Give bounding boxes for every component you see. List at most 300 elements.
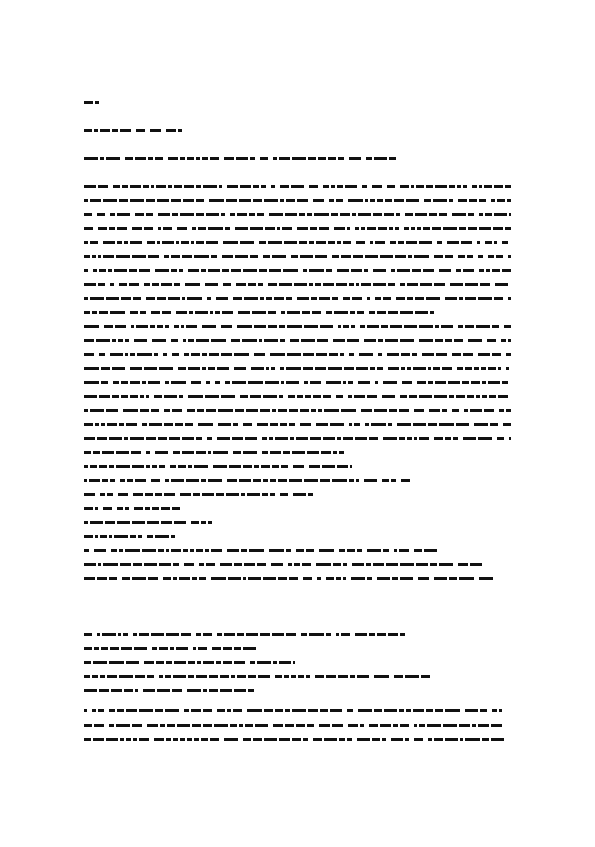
text-line-fragment <box>93 738 104 741</box>
text-line-fragment <box>230 213 235 216</box>
text-line-fragment <box>106 157 120 160</box>
text-line-fragment <box>84 633 92 636</box>
text-line-fragment <box>396 297 405 300</box>
text-line-fragment <box>375 381 378 384</box>
text-line-fragment <box>465 325 474 328</box>
text-line-fragment <box>147 241 155 244</box>
text-line-fragment <box>479 227 491 230</box>
text-line-fragment <box>286 381 299 384</box>
text-line-fragment <box>250 157 255 160</box>
text-line-fragment <box>506 367 509 370</box>
text-line-fragment <box>506 409 511 412</box>
text-line-fragment <box>294 563 300 566</box>
text-line-fragment <box>226 493 239 496</box>
text-line-fragment <box>198 423 213 426</box>
text-line-fragment <box>347 738 352 741</box>
text-line-fragment <box>409 395 417 398</box>
text-line-fragment <box>168 185 172 188</box>
text-line-fragment <box>148 381 160 384</box>
text-line-fragment <box>414 255 429 258</box>
text-line-fragment <box>456 423 469 426</box>
text-line-fragment <box>146 465 150 468</box>
text-line-fragment <box>221 395 235 398</box>
text-line-fragment <box>343 297 350 300</box>
text-line-fragment <box>338 325 341 328</box>
text-line-fragment <box>246 409 258 412</box>
text-line-fragment <box>465 738 480 741</box>
text-line-fragment <box>225 381 230 384</box>
text-line-fragment <box>227 185 238 188</box>
text-line-fragment <box>185 423 193 426</box>
text-line-fragment <box>98 563 101 566</box>
text-line-fragment <box>184 709 189 712</box>
text-line-fragment <box>337 241 341 244</box>
text-line-fragment <box>479 199 486 202</box>
text-line-fragment <box>442 409 447 412</box>
text-line-fragment <box>98 227 107 230</box>
text-line-fragment <box>201 479 206 482</box>
text-line-fragment <box>285 724 294 727</box>
text-line-fragment <box>319 549 334 552</box>
text-line-fragment <box>117 227 127 230</box>
text-line-fragment <box>421 675 430 678</box>
text-line-fragment <box>84 493 95 496</box>
text-line-fragment <box>130 185 141 188</box>
text-line-fragment <box>400 724 409 727</box>
text-line-fragment <box>288 563 292 566</box>
text-line-fragment <box>457 367 463 370</box>
text-line-fragment <box>279 157 290 160</box>
text-line-fragment <box>281 311 285 314</box>
text-line-fragment <box>110 479 115 482</box>
text-line-fragment <box>191 381 201 384</box>
text-line-fragment <box>147 675 154 678</box>
text-line-fragment <box>227 549 239 552</box>
text-line-fragment <box>121 381 128 384</box>
text-line-fragment <box>413 423 426 426</box>
text-line-fragment <box>90 465 97 468</box>
text-line-fragment <box>378 353 382 356</box>
text-line-fragment <box>125 507 129 510</box>
text-line-fragment <box>456 395 465 398</box>
text-line-fragment <box>324 738 337 741</box>
text-line-fragment <box>222 255 233 258</box>
text-line-fragment <box>130 367 142 370</box>
text-line-fragment <box>470 563 482 566</box>
text-line-fragment <box>384 709 397 712</box>
text-line-fragment <box>97 633 100 636</box>
text-line-fragment <box>275 709 283 712</box>
text-line-fragment <box>172 409 182 412</box>
text-line-fragment <box>428 423 437 426</box>
text-line-fragment <box>97 213 105 216</box>
text-line-fragment <box>424 549 437 552</box>
text-line-fragment <box>479 269 484 272</box>
text-line-fragment <box>248 675 256 678</box>
text-line-fragment <box>284 675 289 678</box>
text-line-fragment <box>291 675 296 678</box>
text-line-fragment <box>426 297 440 300</box>
text-line-fragment <box>84 185 96 188</box>
text-line-fragment <box>209 675 218 678</box>
text-line-fragment <box>138 535 142 538</box>
text-line-fragment <box>139 269 150 272</box>
text-line-fragment <box>349 423 352 426</box>
text-line-fragment <box>501 339 506 342</box>
text-line-fragment <box>123 409 138 412</box>
text-line-fragment <box>297 199 308 202</box>
text-line-fragment <box>173 675 186 678</box>
text-line-fragment <box>126 661 139 664</box>
text-line-fragment <box>388 423 392 426</box>
text-line-fragment <box>370 241 373 244</box>
text-line-fragment <box>439 423 454 426</box>
text-line-fragment <box>330 709 342 712</box>
text-line-fragment <box>191 521 199 524</box>
text-line-fragment <box>105 521 115 524</box>
text-line-fragment <box>196 675 207 678</box>
text-line-fragment <box>361 227 365 230</box>
text-line-fragment <box>172 213 178 216</box>
text-line-fragment <box>292 709 306 712</box>
text-line-fragment <box>351 269 362 272</box>
text-line-fragment <box>381 325 388 328</box>
text-line-fragment <box>257 423 268 426</box>
text-line-fragment <box>442 367 452 370</box>
text-line-fragment <box>319 297 330 300</box>
text-line-fragment <box>291 185 304 188</box>
text-line-fragment <box>293 493 306 496</box>
text-line-fragment <box>174 283 180 286</box>
text-line-fragment <box>323 437 335 440</box>
text-line-fragment <box>367 577 372 580</box>
text-line-fragment <box>229 465 241 468</box>
text-line-fragment <box>222 269 229 272</box>
text-line-fragment <box>479 577 493 580</box>
text-line-fragment <box>201 738 208 741</box>
text-line-fragment <box>219 185 222 188</box>
text-line-fragment <box>142 423 147 426</box>
text-line-fragment <box>84 157 98 160</box>
text-line-fragment <box>131 325 134 328</box>
text-line-fragment <box>225 227 230 230</box>
text-line-fragment <box>135 689 138 692</box>
text-line-fragment <box>102 633 116 636</box>
text-line-fragment <box>132 227 142 230</box>
text-line-fragment <box>117 709 124 712</box>
text-line-fragment <box>459 227 466 230</box>
text-line-fragment <box>336 199 343 202</box>
text-line-fragment <box>390 241 396 244</box>
text-line-fragment <box>143 689 155 692</box>
text-line-fragment <box>99 311 108 314</box>
text-line-fragment <box>101 423 105 426</box>
text-line-fragment <box>383 381 397 384</box>
text-line-fragment <box>228 577 241 580</box>
text-line-fragment <box>280 493 288 496</box>
text-line-fragment <box>119 549 123 552</box>
text-line-fragment <box>157 241 160 244</box>
text-line-fragment <box>210 157 219 160</box>
text-line-fragment <box>134 647 147 650</box>
text-line-fragment <box>306 675 310 678</box>
text-line-fragment <box>237 675 246 678</box>
text-line-fragment <box>458 325 463 328</box>
text-line-fragment <box>478 255 483 258</box>
text-line-fragment <box>336 395 343 398</box>
text-line-fragment <box>399 709 404 712</box>
text-line-fragment <box>478 353 490 356</box>
text-line-fragment <box>414 409 424 412</box>
text-line-fragment <box>422 353 434 356</box>
text-line-fragment <box>353 255 363 258</box>
text-line-fragment <box>97 437 107 440</box>
text-line-fragment <box>84 535 93 538</box>
text-line-fragment <box>205 395 219 398</box>
text-line-fragment <box>172 689 182 692</box>
text-line-fragment <box>117 241 122 244</box>
text-line-fragment <box>110 311 125 314</box>
text-line-fragment <box>273 724 283 727</box>
text-line-fragment <box>291 255 298 258</box>
text-line-fragment <box>432 227 441 230</box>
text-line-fragment <box>356 283 359 286</box>
text-line-fragment <box>339 738 345 741</box>
text-line-fragment <box>302 311 310 314</box>
text-line-fragment <box>426 709 433 712</box>
text-line-fragment <box>84 709 87 712</box>
text-line-fragment <box>364 339 376 342</box>
text-line-fragment <box>506 353 511 356</box>
text-line-fragment <box>254 325 266 328</box>
text-line-fragment <box>248 689 254 692</box>
text-line-fragment <box>221 213 225 216</box>
text-line-fragment <box>373 563 384 566</box>
text-line-fragment <box>171 339 178 342</box>
text-line-fragment <box>84 409 88 412</box>
text-line-fragment <box>299 241 307 244</box>
text-line-fragment <box>100 535 107 538</box>
text-line-fragment <box>471 381 480 384</box>
text-line-fragment <box>332 724 343 727</box>
text-line-fragment <box>310 227 317 230</box>
text-line-fragment <box>90 409 104 412</box>
text-line-fragment <box>415 297 424 300</box>
text-line-fragment <box>194 465 208 468</box>
text-line-fragment <box>171 381 186 384</box>
text-line-fragment <box>311 297 317 300</box>
text-line-fragment <box>189 311 193 314</box>
text-line-fragment <box>144 563 157 566</box>
text-line-fragment <box>254 353 265 356</box>
text-line-fragment <box>445 339 452 342</box>
text-line-fragment <box>103 241 115 244</box>
text-line-fragment <box>278 577 287 580</box>
text-line-fragment <box>101 367 110 370</box>
text-line-fragment <box>315 255 327 258</box>
text-line-fragment <box>233 423 238 426</box>
text-line-fragment <box>107 675 117 678</box>
text-line-fragment <box>178 465 186 468</box>
text-line-fragment <box>367 297 370 300</box>
text-line-fragment <box>250 227 263 230</box>
text-line-fragment <box>313 395 321 398</box>
text-line-fragment <box>104 325 113 328</box>
text-line-fragment <box>349 283 354 286</box>
text-line-fragment <box>196 633 201 636</box>
text-line-fragment <box>240 395 248 398</box>
text-line-fragment <box>280 199 284 202</box>
text-line-fragment <box>132 724 142 727</box>
text-line-fragment <box>216 297 228 300</box>
text-line-fragment <box>390 325 402 328</box>
text-line-fragment <box>175 423 183 426</box>
text-line-fragment <box>250 661 255 664</box>
text-line-fragment <box>190 549 194 552</box>
text-line-fragment <box>491 724 502 727</box>
text-line-fragment <box>216 661 221 664</box>
text-line-fragment <box>261 185 266 188</box>
text-line-fragment <box>400 311 413 314</box>
text-line-fragment <box>272 255 286 258</box>
text-line-fragment <box>224 633 235 636</box>
text-line-fragment <box>231 269 241 272</box>
text-line-fragment <box>508 297 511 300</box>
text-line-fragment <box>450 283 463 286</box>
text-line-fragment <box>133 738 137 741</box>
text-line-fragment <box>84 199 88 202</box>
text-line-fragment <box>263 479 268 482</box>
text-line-fragment <box>243 465 252 468</box>
text-line-fragment <box>159 367 173 370</box>
text-line-fragment <box>470 409 482 412</box>
text-line-fragment <box>304 381 308 384</box>
text-line-fragment <box>205 549 209 552</box>
text-line-fragment <box>171 269 177 272</box>
text-line-fragment <box>462 381 469 384</box>
text-line-fragment <box>493 227 503 230</box>
text-line-fragment <box>143 185 149 188</box>
text-line-fragment <box>480 283 490 286</box>
text-line-fragment <box>109 437 122 440</box>
text-line-fragment <box>465 709 478 712</box>
text-line-fragment <box>344 367 354 370</box>
text-line-fragment <box>449 395 454 398</box>
text-line-fragment <box>84 689 97 692</box>
text-line-fragment <box>260 409 270 412</box>
text-line-fragment <box>117 507 123 510</box>
text-line-fragment <box>84 661 91 664</box>
text-line-fragment <box>134 507 143 510</box>
text-line-fragment <box>150 129 161 132</box>
text-line-fragment <box>198 647 207 650</box>
text-line-fragment <box>340 213 350 216</box>
text-line-fragment <box>264 339 278 342</box>
text-line-fragment <box>458 199 467 202</box>
text-line-fragment <box>154 353 158 356</box>
text-line-fragment <box>331 185 335 188</box>
text-line-fragment <box>474 423 488 426</box>
text-line-fragment <box>250 395 261 398</box>
text-line-fragment <box>208 269 220 272</box>
text-line-fragment <box>99 465 107 468</box>
text-line-fragment <box>160 724 165 727</box>
text-line-fragment <box>400 185 409 188</box>
text-line-fragment <box>173 451 180 454</box>
text-line-fragment <box>240 241 254 244</box>
text-line-fragment <box>156 661 164 664</box>
text-line-fragment <box>505 227 511 230</box>
text-line-fragment <box>130 437 144 440</box>
text-line-fragment <box>209 689 218 692</box>
text-line-fragment <box>405 675 419 678</box>
text-line-fragment <box>418 577 429 580</box>
text-line-fragment <box>481 367 486 370</box>
text-line-fragment <box>218 409 233 412</box>
text-line-fragment <box>95 423 99 426</box>
text-line-fragment <box>377 311 386 314</box>
text-line-fragment <box>404 325 417 328</box>
text-line-fragment <box>279 325 285 328</box>
text-line-fragment <box>182 297 185 300</box>
text-line-fragment <box>202 157 208 160</box>
text-line-fragment <box>488 381 500 384</box>
text-line-fragment <box>224 157 234 160</box>
text-line-fragment <box>286 549 291 552</box>
text-line-fragment <box>227 479 237 482</box>
text-line-fragment <box>130 241 142 244</box>
text-line-fragment <box>391 269 395 272</box>
text-line-fragment <box>114 269 127 272</box>
text-line-fragment <box>419 437 429 440</box>
text-line-fragment <box>389 157 396 160</box>
text-line-fragment <box>458 563 468 566</box>
text-line-fragment <box>445 738 458 741</box>
text-line-fragment <box>209 199 224 202</box>
text-line-fragment <box>365 423 369 426</box>
text-line-fragment <box>411 185 414 188</box>
text-line-fragment <box>264 709 273 712</box>
text-line-fragment <box>170 465 176 468</box>
text-line-fragment <box>147 521 159 524</box>
text-line-fragment <box>417 227 421 230</box>
text-line-fragment <box>252 311 266 314</box>
text-line-fragment <box>316 353 327 356</box>
text-line-fragment <box>100 675 105 678</box>
text-line-fragment <box>136 129 145 132</box>
text-line-fragment <box>182 451 194 454</box>
text-line-fragment <box>98 283 105 286</box>
text-line-fragment <box>147 724 158 727</box>
text-line-fragment <box>124 241 128 244</box>
text-line-fragment <box>377 577 390 580</box>
text-line-fragment <box>217 633 222 636</box>
text-line-fragment <box>166 129 176 132</box>
text-line-fragment <box>247 493 260 496</box>
text-line-fragment <box>116 724 130 727</box>
text-line-fragment <box>109 577 117 580</box>
text-line-fragment <box>174 325 179 328</box>
text-line-fragment <box>94 549 106 552</box>
text-line-fragment <box>188 367 200 370</box>
text-line-fragment <box>375 297 381 300</box>
text-line-fragment <box>100 493 105 496</box>
text-line-fragment <box>287 353 301 356</box>
text-line-fragment <box>269 269 281 272</box>
text-line-fragment <box>103 199 117 202</box>
text-line-fragment <box>164 409 170 412</box>
text-line-fragment <box>374 157 387 160</box>
